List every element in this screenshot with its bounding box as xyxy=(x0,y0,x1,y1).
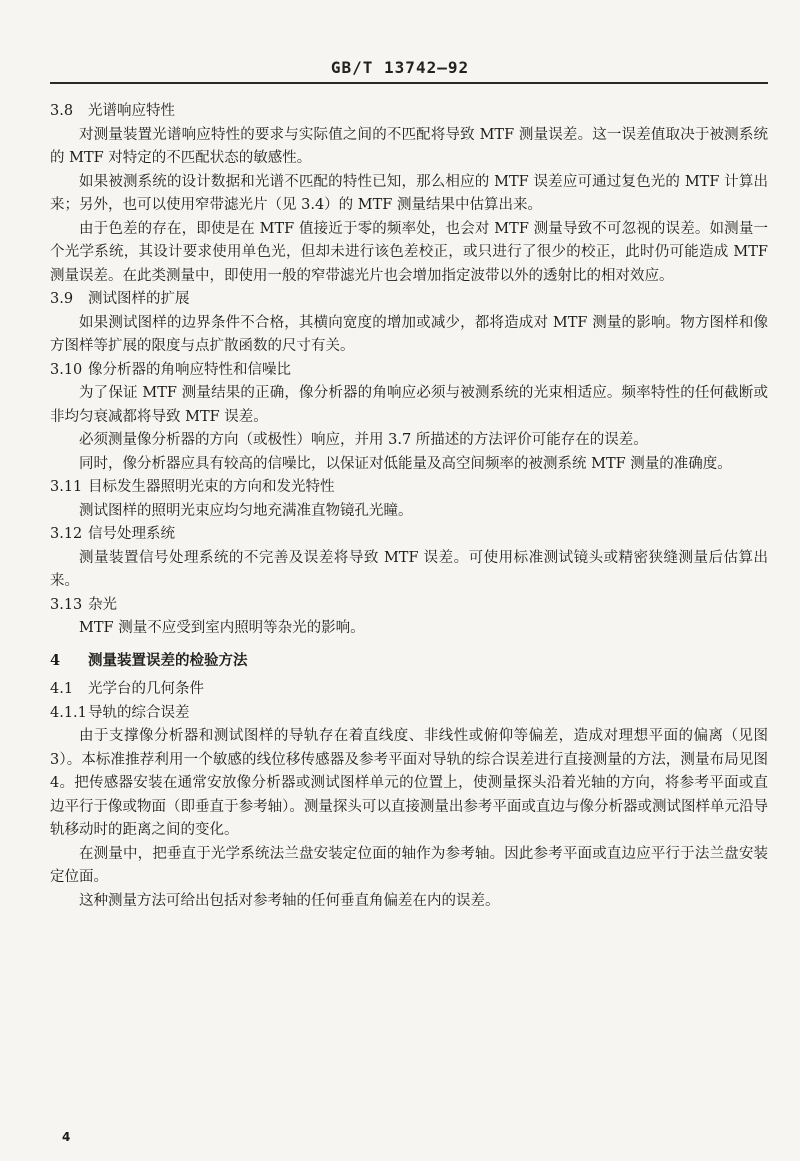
standard-code: GB/T 13742—92 xyxy=(330,58,470,77)
paragraph: 对测量装置光谱响应特性的要求与实际值之间的不匹配将导致 MTF 测量误差。这一误差值取决于被测系统的 MTF 对特定的不匹配状态的敏感性。 xyxy=(50,126,768,166)
section-heading xyxy=(50,359,768,383)
document-body xyxy=(50,100,768,913)
section-number: 3.11 xyxy=(50,479,83,495)
paragraph: 必须测量像分析器的方向（或极性）响应，并用 3.7 所描述的方法评价可能存在的误差。 xyxy=(79,432,648,448)
paragraph: 测量装置信号处理系统的不完善及误差将导致 MTF 误差。可使用标准测试镜头或精密狭缝测量后估算出来。 xyxy=(50,549,768,589)
section-heading xyxy=(50,476,768,500)
paragraph: 由于色差的存在，即使是在 MTF 值接近于零的频率处，也会对 MTF 测量导致不可忽视的误差。如测量一个光学系统，其设计要求使用单色光，但却未进行该色差校正，或只进行了很少的校正，此时仍可能造成 MTF 测量误差。在此类测量中，即使用一般的窄带滤光片也会增加指定波带以外的透射比的相对效应。 xyxy=(50,220,768,284)
section-number: 3.8 xyxy=(50,103,74,119)
section-number: 4.1 xyxy=(50,681,74,697)
section-heading xyxy=(50,649,768,673)
paragraph: 这种测量方法可给出包括对参考轴的任何垂直角偏差在内的误差。 xyxy=(79,892,500,909)
section-heading xyxy=(50,288,768,312)
section-title: 光学台的几何条件 xyxy=(88,681,204,697)
section-heading xyxy=(50,678,768,702)
section-number: 3.9 xyxy=(50,291,74,307)
section-title: 像分析器的角响应特性和信噪比 xyxy=(88,361,291,378)
section-title: 测试图样的扩展 xyxy=(88,291,190,307)
paragraph: 由于支撑像分析器和测试图样的导轨存在着直线度、非线性或俯仰等偏差，造成对理想平面的偏离（见图 3）。本标准推荐利用一个敏感的线位移传感器及参考平面对导轨的综合误差进行直接测量的方法，测量布局见图 4。把传感器安装在通常安放像分析器或测试图样单元的位置上，使测量探头沿着光轴的方向，将参考平面或直边平行于像或物面（即垂直于参考轴）。测量探头可以直接测量出参考平面或直边与像分析器或测试图样单元沿导轨移动时的距离之间的变化。 xyxy=(50,728,768,838)
paragraph: 如果测试图样的边界条件不合格，其横向宽度的增加或减少，都将造成对 MTF 测量的影响。物方图样和像方图样等扩展的限度与点扩散函数的尺寸有关。 xyxy=(50,314,768,354)
section-title: 导轨的综合误差 xyxy=(88,704,190,721)
section-number: 3.13 xyxy=(50,596,83,613)
section-title: 测量装置误差的检验方法 xyxy=(88,651,248,669)
paragraph: 如果被测系统的设计数据和光谱不匹配的特性已知，那么相应的 MTF 误差应可通过复色光的 MTF 计算出来；另外，也可以使用窄带滤光片（见 3.4）的 MTF 测量结果中估算出来。 xyxy=(50,173,768,213)
page-number: 4 xyxy=(62,1130,71,1144)
paragraph: 在测量中，把垂直于光学系统法兰盘安装定位面的轴作为参考轴。因此参考平面或直边应平行于法兰盘安装定位面。 xyxy=(50,845,768,885)
section-title: 目标发生器照明光束的方向和发光特性 xyxy=(88,479,335,495)
paragraph: MTF 测量不应受到室内照明等杂光的影响。 xyxy=(79,620,365,636)
paragraph: 为了保证 MTF 测量结果的正确，像分析器的角响应必须与被测系统的光束相适应。频率特性的任何截断或非均匀衰减都将导致 MTF 误差。 xyxy=(50,385,768,425)
section-title: 杂光 xyxy=(88,596,117,613)
section-heading xyxy=(50,594,768,618)
section-number: 3.10 xyxy=(50,361,83,378)
section-title: 光谱响应特性 xyxy=(88,103,175,119)
paragraph: 测试图样的照明光束应均匀地充满准直物镜孔光瞳。 xyxy=(79,502,413,519)
section-title: 信号处理系统 xyxy=(88,526,175,542)
section-number: 3.12 xyxy=(50,526,83,542)
section-heading xyxy=(50,702,768,726)
section-number: 4.1.1 xyxy=(50,704,87,721)
section-heading xyxy=(50,100,768,124)
paragraph: 同时，像分析器应具有较高的信噪比，以保证对低能量及高空间频率的被测系统 MTF 测量的准确度。 xyxy=(79,455,732,472)
section-heading xyxy=(50,523,768,547)
section-number: 4 xyxy=(50,651,61,669)
header-rule xyxy=(50,82,768,84)
